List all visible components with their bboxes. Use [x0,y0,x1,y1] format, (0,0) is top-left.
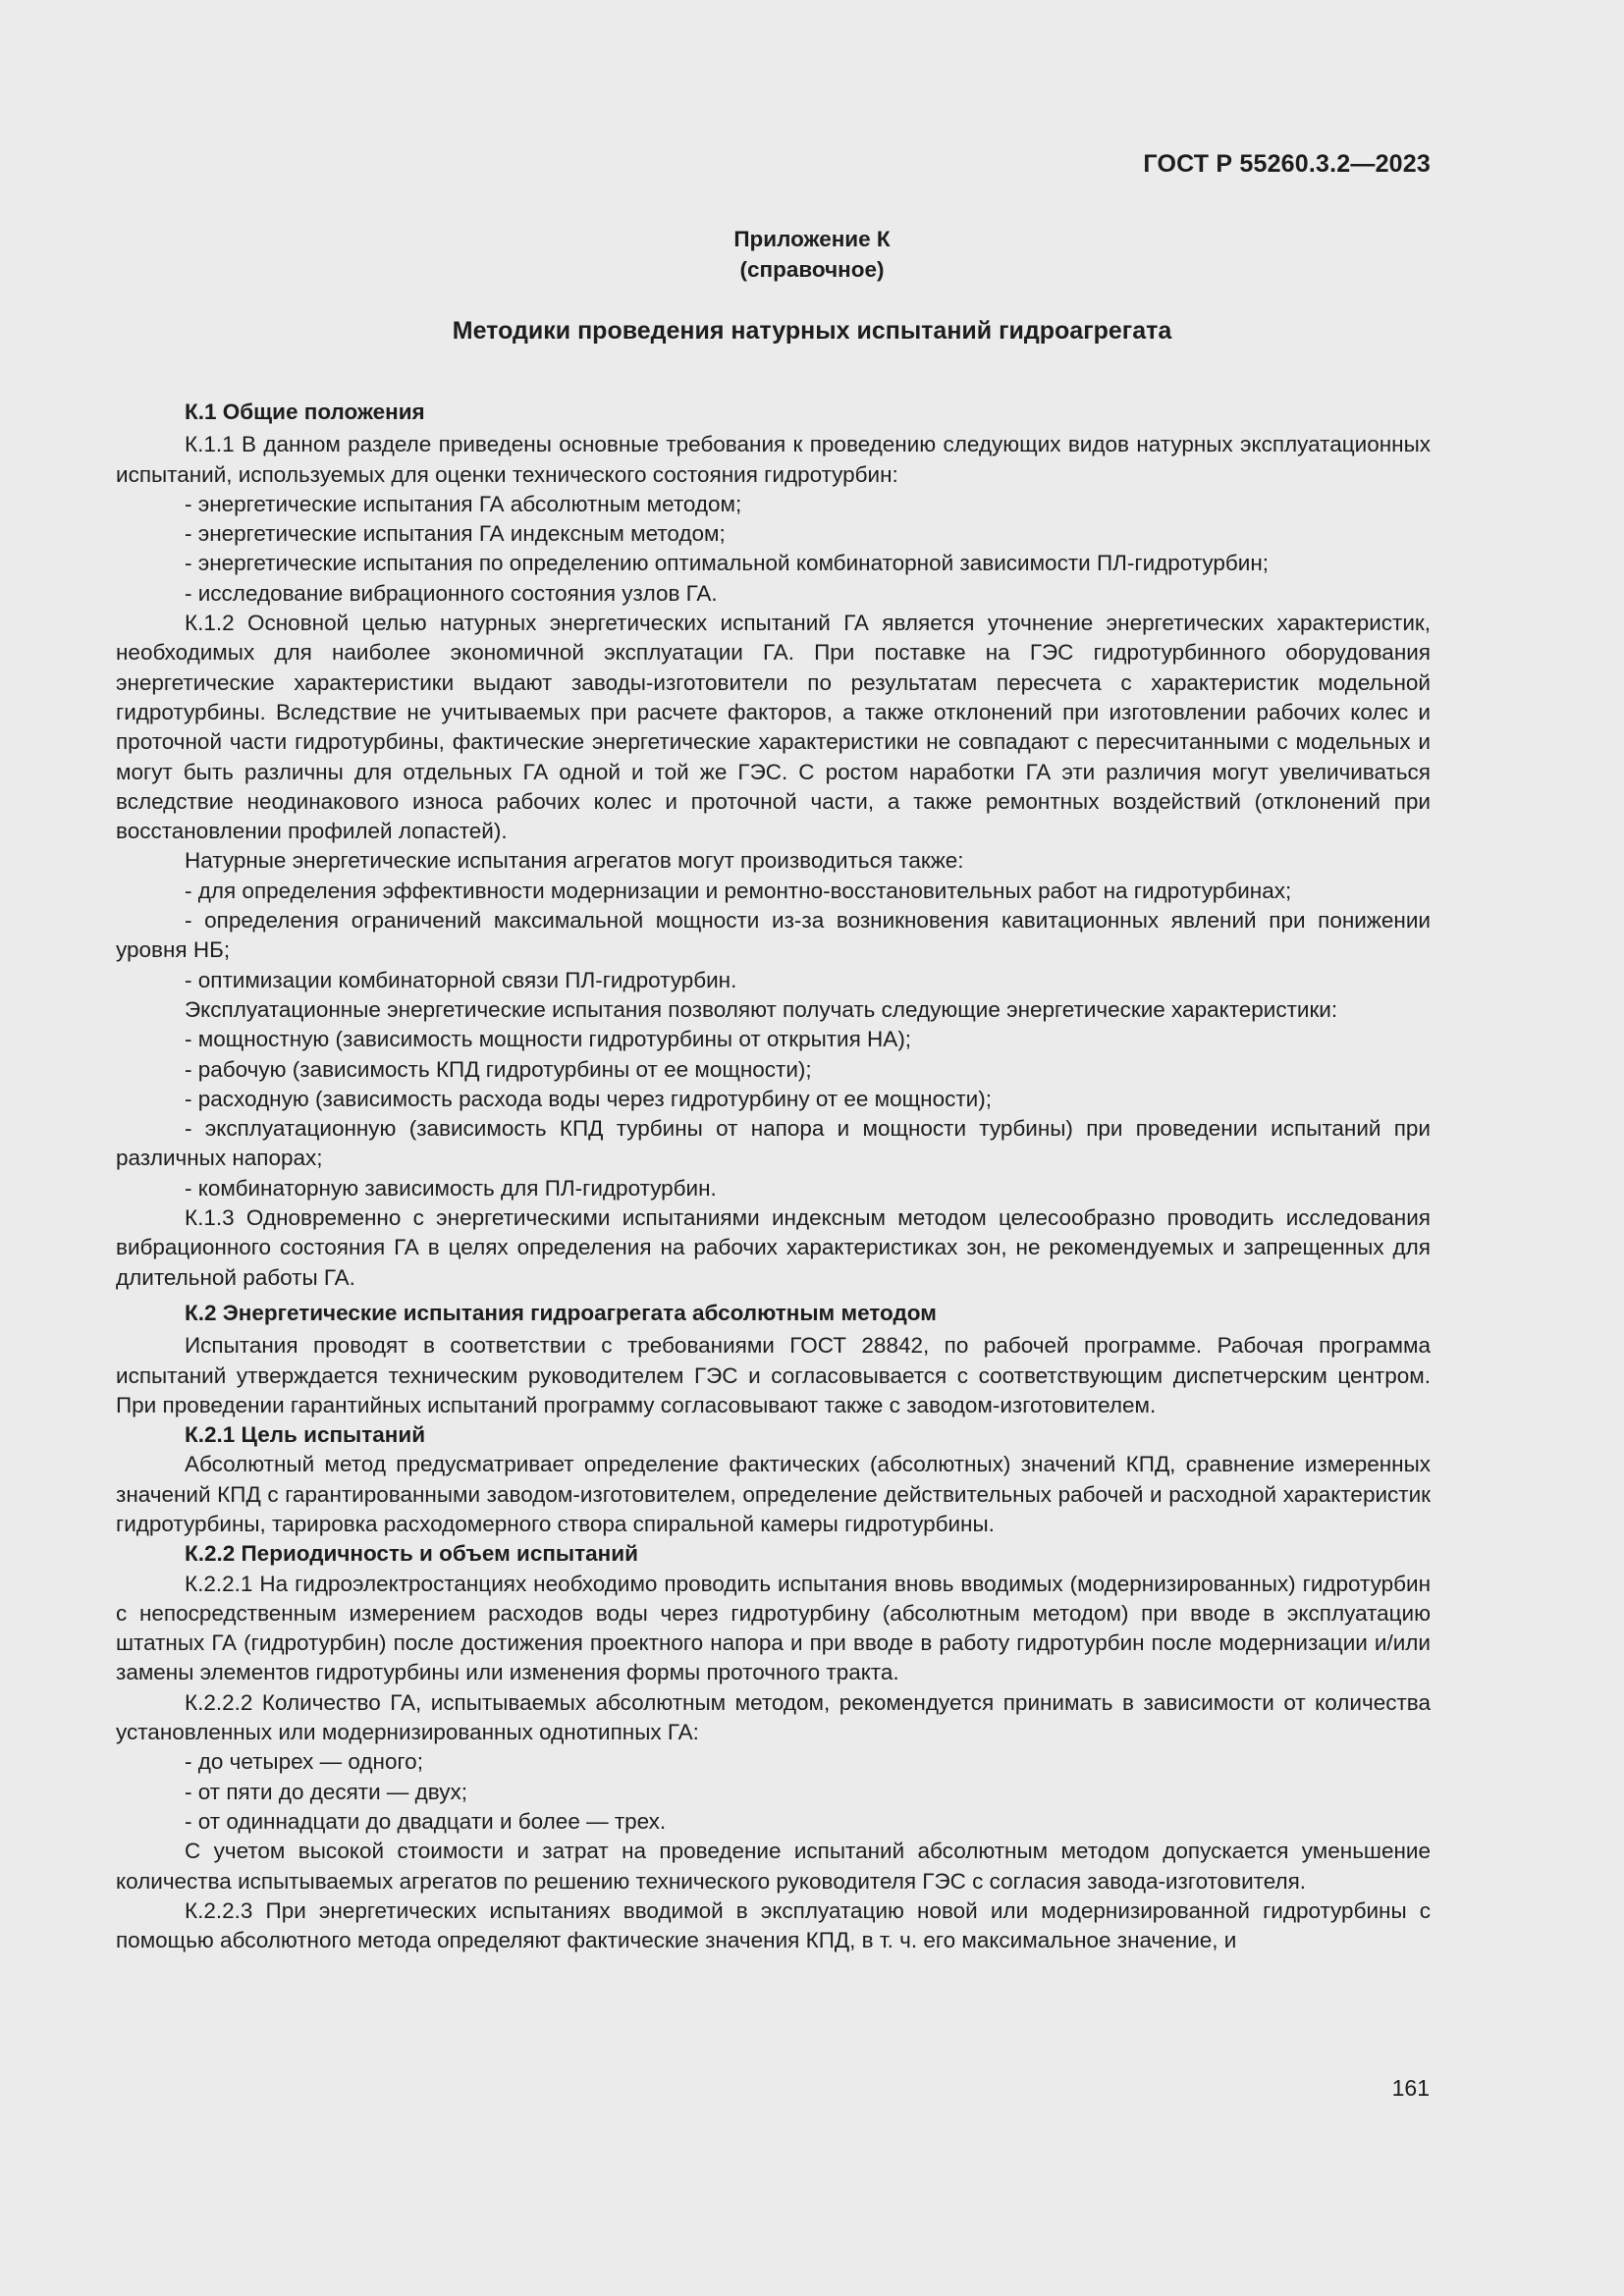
list-item: - до четырех — одного; [185,1749,423,1775]
list-item: - для определения эффективности модернизации и ремонтно-восстановительных работ на гидротурбинах; [185,878,1292,903]
paragraph: Эксплуатационные энергетические испытания позволяют получать следующие энергетические характеристики: [185,996,1338,1022]
list-item: - энергетические испытания по определению оптимальной комбинаторной зависимости ПЛ-гидротурбин; [185,551,1270,576]
list-item: - от одиннадцати до двадцати и более — трех. [185,1808,667,1834]
paragraph: Натурные энергетические испытания агрегатов могут производиться также: [185,848,964,874]
paragraph: К.2.2.2 Количество ГА, испытываемых абсолютным методом, рекомендуется принимать в зависимости от количества установленных или модернизированных однотипных ГА: [116,1689,1431,1745]
document-title: Методики проведения натурных испытаний гидроагрегата [452,317,1172,345]
appendix-header [0,224,1624,285]
paragraph: К.1.3 Одновременно с энергетическими испытаниями индексным методом целесообразно проводить исследования вибрационного состояния ГА в целях определения на рабочих характеристиках зон, не рекомендуемых и запрещенных для длительной работы ГА. [116,1205,1431,1290]
list-item: - комбинаторную зависимость для ПЛ-гидротурбин. [185,1175,717,1201]
list-item: - энергетические испытания ГА индексным методом; [185,521,726,547]
paragraph: К.1.2 Основной целью натурных энергетических испытаний ГА является уточнение энергетических характеристик, необходимых для наиболее экономичной эксплуатации ГА. При поставке на ГЭС гидротурбинного оборудования энергетические характеристики выдают заводы-изготовители по результатам пересчета с характеристик модельной гидротурбины. Вследствие не учитываемых при расчете факторов, а также отклонений при изготовлении рабочих колес и проточной части гидротурбины, фактические энергетические характеристики не совпадают с пересчитанными с модельных и могут быть различны для отдельных ГА одной и той же ГЭС. С ростом наработки ГА эти различия могут увеличиваться вследствие неодинакового износа рабочих колес и проточной части, а также ремонтных воздействий (отклонений при восстановлении профилей лопастей). [116,611,1431,844]
paragraph: К.1.1 В данном разделе приведены основные требования к проведению следующих видов натурных эксплуатационных испытаний, используемых для оценки технического состояния гидротурбин: [116,432,1431,487]
paragraph: К.2.2.3 При энергетических испытаниях вводимой в эксплуатацию новой или модернизированной гидротурбины с помощью абсолютного метода определяют фактические значения КПД, в т. ч. его максимальное значение, и [116,1897,1431,1953]
paragraph: С учетом высокой стоимости и затрат на проведение испытаний абсолютным методом допускается уменьшение количества испытываемых агрегатов по решению технического руководителя ГЭС с согласия завода-изготовителя. [116,1839,1431,1894]
list-item: - от пяти до десяти — двух; [185,1779,467,1804]
page-number: 161 [1391,2075,1430,2101]
subsection-heading: К.2.1 Цель испытаний [185,1422,426,1448]
section-heading: К.2 Энергетические испытания гидроагрегата абсолютным методом [185,1300,937,1325]
list-item: - расходную (зависимость расхода воды через гидротурбину от ее мощности); [185,1086,992,1111]
document-body [116,395,1431,1955]
list-item: - эксплуатационную (зависимость КПД турбины от напора и мощности турбины) при проведении испытаний при различных напорах; [116,1116,1431,1171]
list-item: - мощностную (зависимость мощности гидротурбины от открытия НА); [185,1027,912,1052]
document-code: ГОСТ Р 55260.3.2—2023 [1143,150,1431,178]
appendix-note: (справочное) [739,257,885,282]
section-heading: К.1 Общие положения [185,400,425,424]
list-item: - рабочую (зависимость КПД гидротурбины от ее мощности); [185,1056,812,1082]
list-item: - оптимизации комбинаторной связи ПЛ-гидротурбин. [185,967,737,992]
subsection-heading: К.2.2 Периодичность и объем испытаний [185,1541,638,1567]
paragraph: Испытания проводят в соответствии с требованиями ГОСТ 28842, по рабочей программе. Рабочая программа испытаний утверждается техническим руководителем ГЭС и согласовывается с соответствующим диспетчерским центром. При проведении гарантийных испытаний программу согласовывают также с заводом-изготовителем. [116,1333,1431,1417]
list-item: - определения ограничений максимальной мощности из-за возникновения кавитационных явлений при понижении уровня НБ; [116,908,1431,963]
paragraph: Абсолютный метод предусматривает определение фактических (абсолютных) значений КПД, сравнение измеренных значений КПД с гарантированными заводом-изготовителем, определение действительных рабочей и расходной характеристик гидротурбины, тарировка расходомерного створа спиральной камеры гидротурбины. [116,1452,1431,1536]
list-item: - исследование вибрационного состояния узлов ГА. [185,580,718,606]
list-item: - энергетические испытания ГА абсолютным методом; [185,491,742,516]
appendix-title: Приложение К [733,227,891,251]
paragraph: К.2.2.1 На гидроэлектростанциях необходимо проводить испытания вновь вводимых (модернизированных) гидротурбин с непосредственным измерением расходов воды через гидротурбину (абсолютным методом) при вводе в эксплуатацию штатных ГА (гидротурбин) после достижения проектного напора и при вводе в работу гидротурбин после модернизации и/или замены элементов гидротурбины или изменения формы проточного тракта. [116,1571,1431,1685]
